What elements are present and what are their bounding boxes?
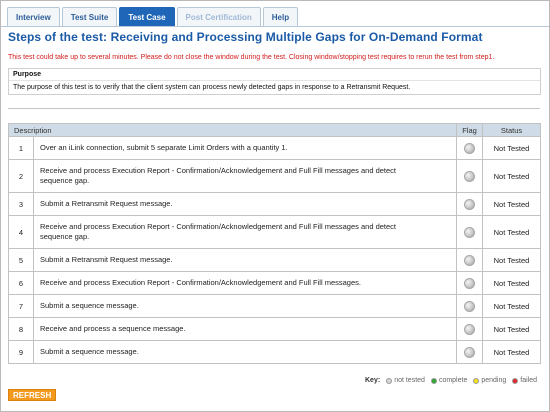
tab-divider xyxy=(1,26,549,27)
flag-cell xyxy=(457,216,483,249)
step-status: Not Tested xyxy=(483,193,541,216)
table-row xyxy=(9,295,541,318)
table-row xyxy=(9,249,541,272)
step-number: 8 xyxy=(9,318,34,341)
step-description: Receive and process Execution Report - Confirmation/Acknowledgement and Full Fill messages. xyxy=(34,272,457,295)
flag-cell xyxy=(457,249,483,272)
header-description: Description xyxy=(9,124,457,137)
status-key xyxy=(365,377,537,384)
flag-indicator-icon xyxy=(464,347,475,358)
key-item-label: complete xyxy=(438,377,468,384)
page-title: Steps of the test: Receiving and Processing Multiple Gaps for On-Demand Format xyxy=(8,30,483,44)
step-number: 6 xyxy=(9,272,34,295)
table-row xyxy=(9,193,541,216)
header-flag: Flag xyxy=(457,124,483,137)
step-description: Submit a sequence message. xyxy=(34,341,457,364)
step-description: Submit a Retransmit Request message. xyxy=(34,193,457,216)
test-steps-table xyxy=(8,123,541,364)
table-row xyxy=(9,160,541,193)
step-number: 2 xyxy=(9,160,34,193)
green-dot-icon xyxy=(431,378,437,384)
flag-cell xyxy=(457,341,483,364)
step-status: Not Tested xyxy=(483,249,541,272)
tab-post-certification: Post Certification xyxy=(177,7,261,26)
step-status: Not Tested xyxy=(483,295,541,318)
table-row xyxy=(9,216,541,249)
header-status: Status xyxy=(483,124,541,137)
flag-indicator-icon xyxy=(464,324,475,335)
purpose-text: The purpose of this test is to verify that the client system can process newly detected gaps in response to a Retransmit Request. xyxy=(13,84,411,91)
flag-indicator-icon xyxy=(464,171,475,182)
flag-cell xyxy=(457,137,483,160)
step-status: Not Tested xyxy=(483,318,541,341)
table-row xyxy=(9,341,541,364)
step-status: Not Tested xyxy=(483,272,541,295)
warning-message: This test could take up to several minutes. Please do not close the window during the test. Closing window/stopping test requires to rerun the test from step1. xyxy=(8,54,495,61)
flag-indicator-icon xyxy=(464,278,475,289)
step-number: 1 xyxy=(9,137,34,160)
flag-indicator-icon xyxy=(464,255,475,266)
step-number: 9 xyxy=(9,341,34,364)
table-header-row xyxy=(9,124,541,137)
key-item-label: not tested xyxy=(394,377,425,384)
step-status: Not Tested xyxy=(483,216,541,249)
flag-cell xyxy=(457,318,483,341)
tab-bar xyxy=(7,7,298,26)
section-divider xyxy=(8,108,540,109)
key-item-pending xyxy=(473,377,506,384)
step-number: 3 xyxy=(9,193,34,216)
red-dot-icon xyxy=(512,378,518,384)
key-item-failed xyxy=(512,377,537,384)
tab-test-suite[interactable]: Test Suite xyxy=(62,7,118,26)
step-number: 7 xyxy=(9,295,34,318)
key-item-complete xyxy=(431,377,467,384)
tab-test-case[interactable]: Test Case xyxy=(119,7,174,26)
step-status: Not Tested xyxy=(483,137,541,160)
step-number: 5 xyxy=(9,249,34,272)
flag-cell xyxy=(457,272,483,295)
step-description: Receive and process a sequence message. xyxy=(34,318,457,341)
key-item-label: pending xyxy=(481,377,507,384)
step-status: Not Tested xyxy=(483,160,541,193)
flag-indicator-icon xyxy=(464,227,475,238)
tab-help[interactable]: Help xyxy=(263,7,298,26)
step-description: Submit a Retransmit Request message. xyxy=(34,249,457,272)
table-row xyxy=(9,272,541,295)
yellow-dot-icon xyxy=(473,378,479,384)
flag-indicator-icon xyxy=(464,199,475,210)
step-status: Not Tested xyxy=(483,341,541,364)
flag-indicator-icon xyxy=(464,143,475,154)
flag-indicator-icon xyxy=(464,301,475,312)
tab-interview[interactable]: Interview xyxy=(7,7,60,26)
step-number: 4 xyxy=(9,216,34,249)
key-item-not-tested xyxy=(386,377,425,384)
flag-cell xyxy=(457,295,483,318)
flag-cell xyxy=(457,193,483,216)
table-row xyxy=(9,137,541,160)
step-description: Receive and process Execution Report - Confirmation/Acknowledgement and Full Fill messages and detect sequence gap. xyxy=(34,160,457,193)
gray-dot-icon xyxy=(386,378,392,384)
key-item-label: failed xyxy=(520,377,537,384)
step-description: Over an iLink connection, submit 5 separate Limit Orders with a quantity 1. xyxy=(34,137,457,160)
key-label: Key: xyxy=(365,377,381,384)
step-description: Receive and process Execution Report - Confirmation/Acknowledgement and Full Fill messages and detect sequence gap. xyxy=(34,216,457,249)
purpose-box xyxy=(8,68,541,95)
step-description: Submit a sequence message. xyxy=(34,295,457,318)
table-row xyxy=(9,318,541,341)
refresh-button[interactable]: REFRESH xyxy=(8,389,56,401)
flag-cell xyxy=(457,160,483,193)
purpose-heading: Purpose xyxy=(9,69,540,81)
